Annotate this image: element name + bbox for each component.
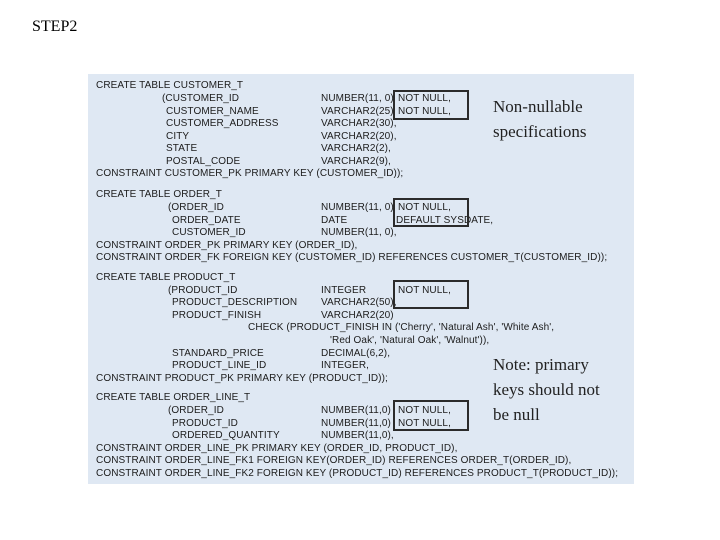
product-type-1: INTEGER: [321, 285, 367, 296]
customer-col-6: POSTAL_CODE: [166, 156, 241, 167]
create-customer-table: CREATE TABLE CUSTOMER_T: [96, 80, 244, 91]
product-extra-1: NOT NULL,: [398, 285, 451, 296]
order-line-type-2: NUMBER(11,0): [321, 418, 391, 429]
customer-col-3: CUSTOMER_ADDRESS: [166, 118, 279, 129]
customer-col-5: STATE: [166, 143, 198, 154]
order-line-extra-1: NOT NULL,: [398, 405, 451, 416]
customer-col-2: CUSTOMER_NAME: [166, 106, 259, 117]
customer-extra-1: NOT NULL,: [398, 93, 451, 104]
order-fk-constraint: CONSTRAINT ORDER_FK FOREIGN KEY (CUSTOMER_ID) REFERENCES CUSTOMER_T(CUSTOMER_ID));: [96, 252, 608, 263]
order-type-1: NUMBER(11, 0): [321, 202, 394, 213]
order-type-2: DATE: [321, 215, 348, 226]
order-col-1: (ORDER_ID: [168, 202, 224, 213]
product-check-line-2: 'Red Oak', 'Natural Oak', 'Walnut')),: [330, 335, 490, 346]
order-col-2: ORDER_DATE: [172, 215, 241, 226]
customer-type-2: VARCHAR2(25): [321, 106, 394, 117]
customer-type-4: VARCHAR2(20),: [321, 131, 397, 142]
order-line-pk-constraint: CONSTRAINT ORDER_LINE_PK PRIMARY KEY (ORDER_ID, PRODUCT_ID),: [96, 443, 458, 454]
product-col-2: PRODUCT_DESCRIPTION: [172, 297, 298, 308]
order-line-fk1-constraint: CONSTRAINT ORDER_LINE_FK1 FOREIGN KEY(ORDER_ID) REFERENCES ORDER_T(ORDER_ID),: [96, 455, 572, 466]
order-extra-2: DEFAULT SYSDATE,: [396, 215, 494, 226]
order-line-type-1: NUMBER(11,0): [321, 405, 391, 416]
order-pk-constraint: CONSTRAINT ORDER_PK PRIMARY KEY (ORDER_ID),: [96, 240, 358, 251]
product-type-5: INTEGER,: [321, 360, 370, 371]
customer-extra-2: NOT NULL,: [398, 106, 451, 117]
create-order-table: CREATE TABLE ORDER_T: [96, 189, 222, 200]
order-line-extra-2: NOT NULL,: [398, 418, 451, 429]
note-line: Non-nullable: [493, 97, 583, 116]
order-col-3: CUSTOMER_ID: [172, 227, 246, 238]
product-type-2: VARCHAR2(50),: [321, 297, 397, 308]
not-null-highlight-box: [393, 400, 469, 431]
note-line: keys should not: [493, 380, 600, 399]
not-null-highlight-box: [393, 90, 469, 120]
customer-type-5: VARCHAR2(2),: [321, 143, 391, 154]
product-col-3: PRODUCT_FINISH: [172, 310, 262, 321]
product-pk-constraint: CONSTRAINT PRODUCT_PK PRIMARY KEY (PRODUCT_ID));: [96, 373, 388, 384]
product-type-4: DECIMAL(6,2),: [321, 348, 391, 359]
order-line-col-3: ORDERED_QUANTITY: [172, 430, 280, 441]
product-check-line-1: CHECK (PRODUCT_FINISH IN ('Cherry', 'Natural Ash', 'White Ash',: [248, 322, 555, 333]
create-product-table: CREATE TABLE PRODUCT_T: [96, 272, 236, 283]
order-extra-1: NOT NULL,: [398, 202, 451, 213]
order-line-type-3: NUMBER(11,0),: [321, 430, 394, 441]
customer-col-1: (CUSTOMER_ID: [162, 93, 240, 104]
note-line: specifications: [493, 122, 587, 141]
order-line-fk2-constraint: CONSTRAINT ORDER_LINE_FK2 FOREIGN KEY (PRODUCT_ID) REFERENCES PRODUCT_T(PRODUCT_ID));: [96, 468, 619, 479]
product-type-3: VARCHAR2(20): [321, 310, 394, 321]
slide-title: STEP2: [32, 18, 78, 35]
product-col-4: STANDARD_PRICE: [172, 348, 264, 359]
customer-type-3: VARCHAR2(30),: [321, 118, 397, 129]
note-line: be null: [493, 405, 540, 424]
customer-type-6: VARCHAR2(9),: [321, 156, 391, 167]
order-type-3: NUMBER(11, 0),: [321, 227, 397, 238]
order-line-col-1: (ORDER_ID: [168, 405, 224, 416]
not-null-highlight-box: [393, 280, 469, 309]
customer-pk-constraint: CONSTRAINT CUSTOMER_PK PRIMARY KEY (CUSTOMER_ID));: [96, 168, 404, 179]
note-line: Note: primary: [493, 355, 589, 374]
product-col-5: PRODUCT_LINE_ID: [172, 360, 267, 371]
customer-type-1: NUMBER(11, 0): [321, 93, 394, 104]
product-col-1: (PRODUCT_ID: [168, 285, 238, 296]
create-order-line-table: CREATE TABLE ORDER_LINE_T: [96, 392, 251, 403]
not-null-highlight-box: [393, 198, 469, 227]
primary-key-note: [493, 352, 600, 427]
order-line-col-2: PRODUCT_ID: [172, 418, 239, 429]
non-nullable-note: [493, 94, 586, 144]
customer-col-4: CITY: [166, 131, 190, 142]
